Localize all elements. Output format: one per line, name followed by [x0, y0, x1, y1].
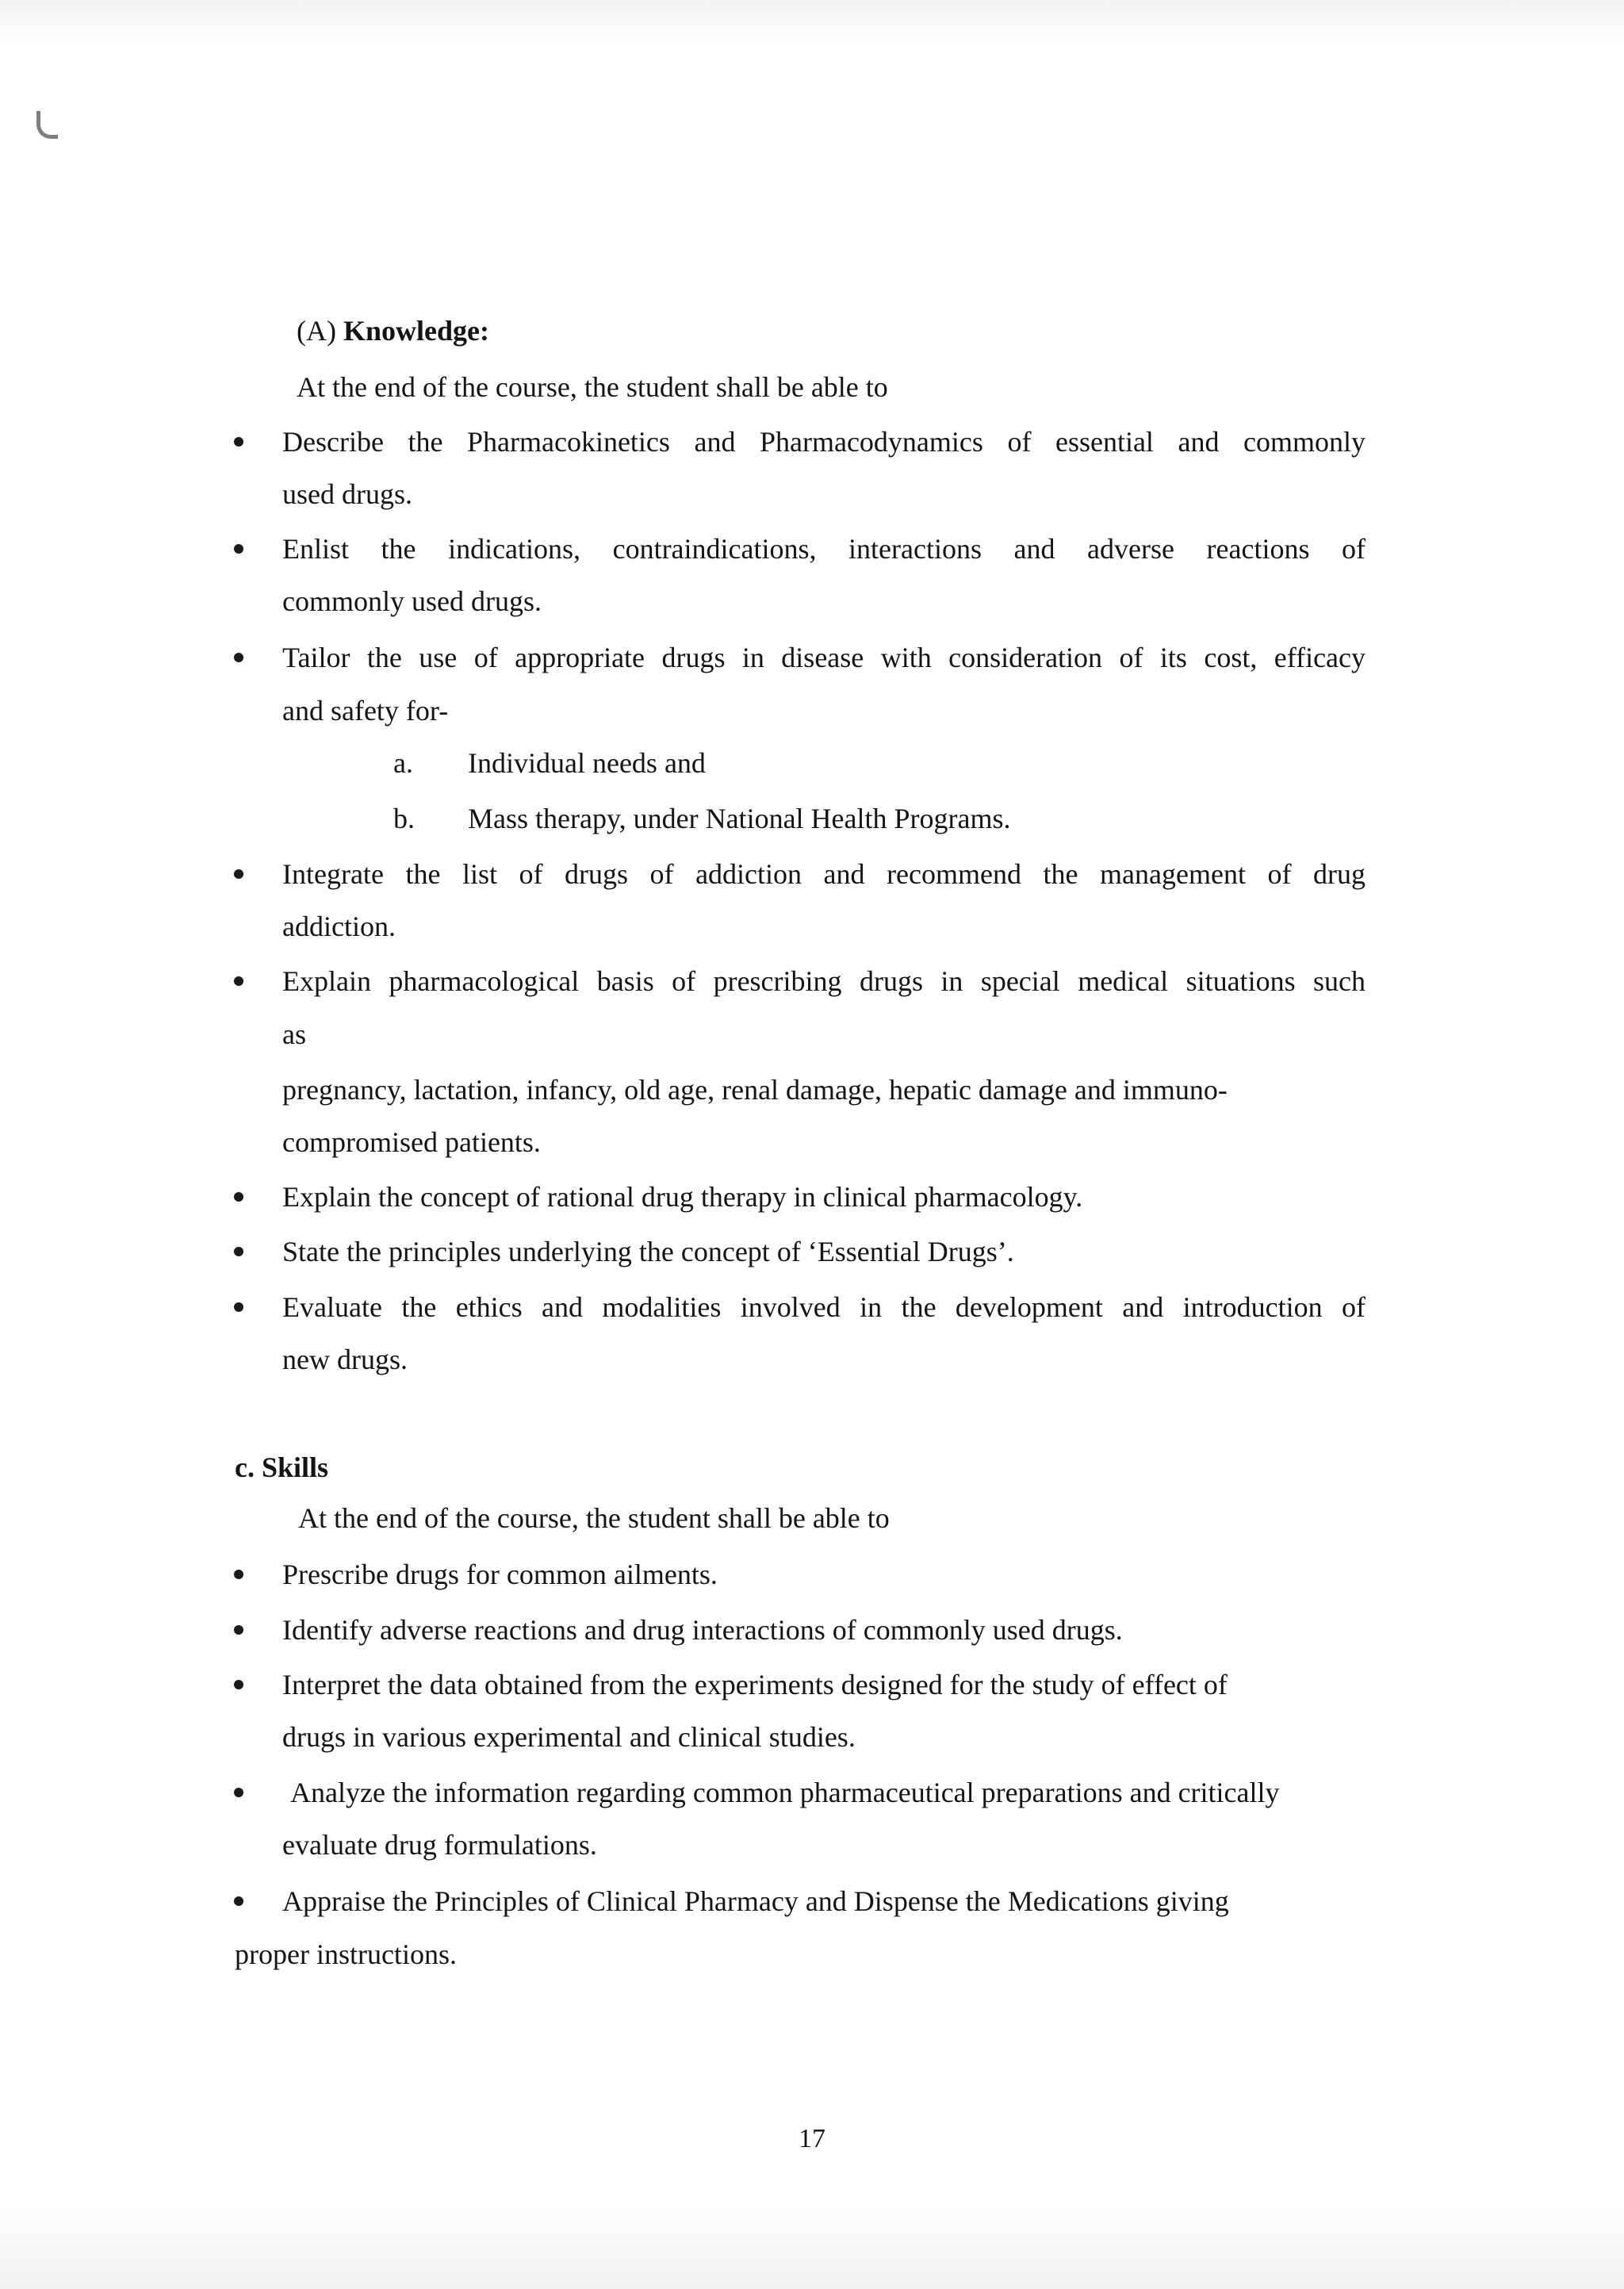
knowledge-intro: At the end of the course, the student shall be able to — [297, 371, 888, 403]
skills-item-2: Identify adverse reactions and drug interactions of commonly used drugs. — [282, 1614, 1123, 1646]
knowledge-item-5-line-1: Explain pharmacological basis of prescribing drugs in special medical situations such — [282, 965, 1365, 997]
bullet-icon — [234, 1302, 243, 1312]
knowledge-item-6: Explain the concept of rational drug therapy in clinical pharmacology. — [282, 1181, 1083, 1213]
bullet-icon — [234, 1192, 243, 1202]
sub-item-b-text: Mass therapy, under National Health Programs. — [468, 803, 1011, 834]
bullet-icon — [234, 1625, 243, 1635]
skills-item-5-line-1: Appraise the Principles of Clinical Pharmacy and Dispense the Medications giving — [282, 1885, 1229, 1917]
bullet-icon — [234, 544, 243, 554]
bullet-icon — [234, 976, 243, 986]
knowledge-item-5-line-3: pregnancy, lactation, infancy, old age, renal damage, hepatic damage and immuno- — [282, 1074, 1228, 1106]
scan-mark — [36, 111, 58, 139]
bullet-icon — [234, 1570, 243, 1579]
knowledge-item-8-line-1: Evaluate the ethics and modalities involved in the development and introduction of — [282, 1291, 1365, 1323]
knowledge-item-4-line-2: addiction. — [282, 911, 396, 942]
bullet-icon — [234, 1247, 243, 1256]
knowledge-item-8-line-2: new drugs. — [282, 1344, 408, 1375]
skills-item-4-line-1: Analyze the information regarding common pharmaceutical preparations and critically — [290, 1777, 1280, 1808]
knowledge-item-1-line-2: used drugs. — [282, 478, 412, 510]
knowledge-item-2-line-1: Enlist the indications, contraindications, interactions and adverse reactions of — [282, 533, 1365, 565]
bullet-icon — [234, 653, 243, 662]
skills-heading: c. Skills — [235, 1451, 329, 1483]
knowledge-item-1-line-1: Describe the Pharmacokinetics and Pharmacodynamics of essential and commonly — [282, 426, 1365, 458]
skills-item-1: Prescribe drugs for common ailments. — [282, 1559, 718, 1590]
skills-item-5-line-2: proper instructions. — [235, 1938, 457, 1970]
knowledge-item-5-line-2: as — [282, 1018, 306, 1050]
knowledge-item-7: State the principles underlying the concept of ‘Essential Drugs’. — [282, 1236, 1014, 1267]
page-number: 17 — [799, 2124, 825, 2153]
bullet-icon — [234, 437, 243, 447]
knowledge-item-3-line-1: Tailor the use of appropriate drugs in disease with consideration of its cost, efficacy — [282, 642, 1365, 673]
knowledge-item-5-line-4: compromised patients. — [282, 1126, 541, 1158]
skills-item-3-line-2: drugs in various experimental and clinical studies. — [282, 1721, 856, 1753]
sub-item-a-marker: a. — [393, 747, 413, 779]
bullet-icon — [234, 1680, 243, 1689]
sub-item-a-text: Individual needs and — [468, 747, 706, 779]
knowledge-prefix: (A) — [297, 315, 343, 347]
knowledge-title: Knowledge: — [343, 315, 489, 347]
skills-intro: At the end of the course, the student shall be able to — [298, 1502, 890, 1534]
knowledge-heading — [297, 313, 489, 348]
knowledge-item-3-line-2: and safety for- — [282, 695, 449, 727]
bullet-icon — [234, 1788, 243, 1797]
bullet-icon — [234, 869, 243, 879]
skills-item-4-line-2: evaluate drug formulations. — [282, 1829, 597, 1861]
bullet-icon — [234, 1896, 243, 1906]
sub-item-b-marker: b. — [393, 803, 415, 834]
knowledge-item-4-line-1: Integrate the list of drugs of addiction and recommend the management of drug — [282, 858, 1365, 890]
skills-item-3-line-1: Interpret the data obtained from the experiments designed for the study of effect of — [282, 1669, 1228, 1700]
knowledge-item-2-line-2: commonly used drugs. — [282, 585, 542, 617]
